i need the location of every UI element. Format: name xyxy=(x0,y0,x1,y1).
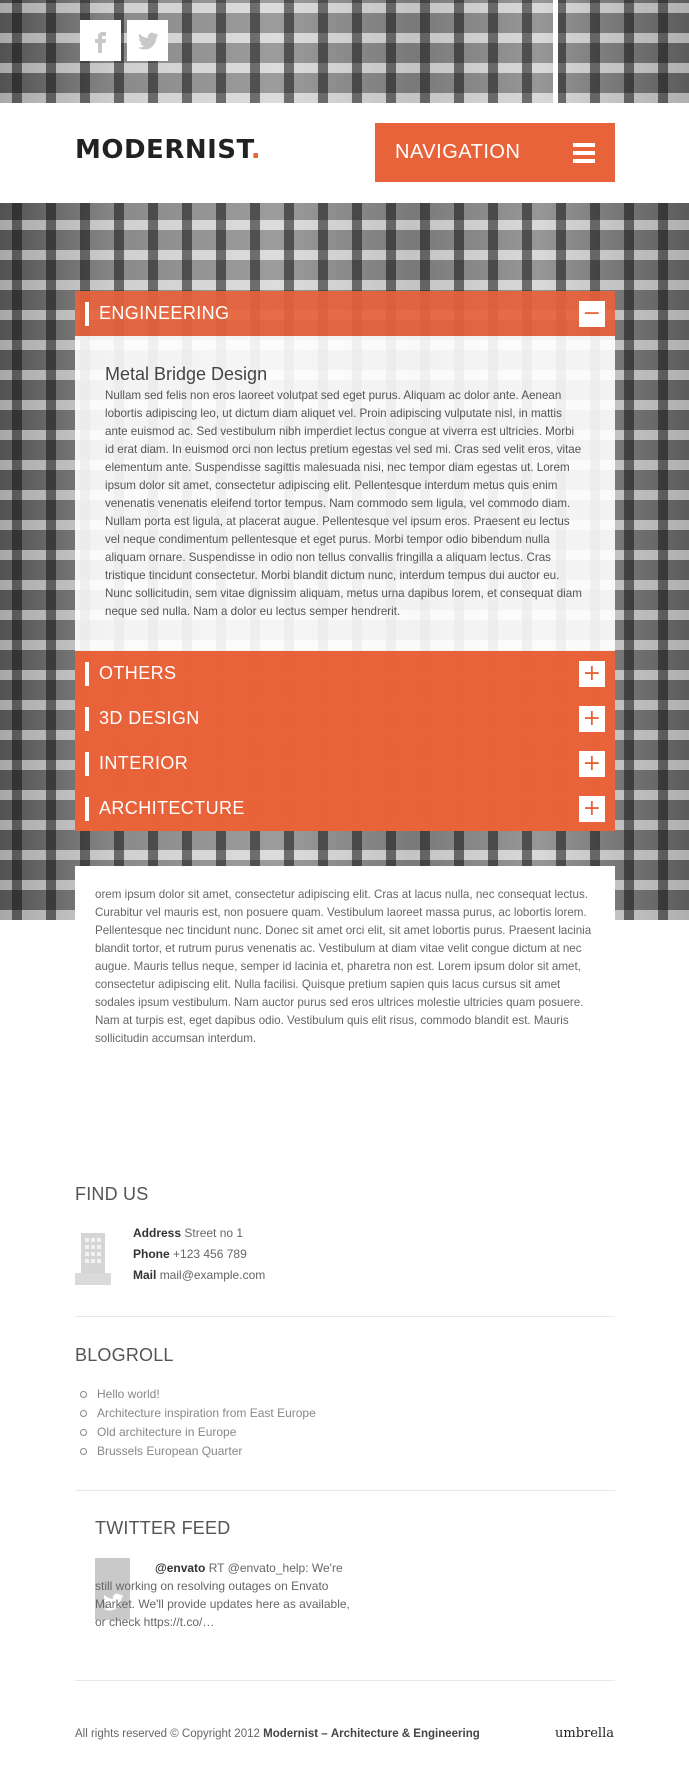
collapse-icon[interactable]: − xyxy=(579,301,605,327)
accordion-item-others[interactable] xyxy=(75,651,615,696)
find-us-title: FIND US xyxy=(75,1184,149,1204)
address-label: Address xyxy=(133,1226,182,1240)
section-divider xyxy=(75,1680,615,1681)
top-banner-image xyxy=(0,0,689,103)
accent-bar xyxy=(85,797,89,821)
bullet-icon xyxy=(80,1448,87,1455)
accent-bar xyxy=(85,752,89,776)
blogroll-link[interactable]: Old architecture in Europe xyxy=(80,1425,236,1439)
blogroll-link[interactable]: Hello world! xyxy=(80,1387,160,1401)
tweet-handle[interactable]: @envato xyxy=(155,1561,206,1575)
accent-bar xyxy=(85,302,89,326)
accordion-title: OTHERS xyxy=(99,663,177,683)
tweet-text: RT @envato_help: We're still working on resolving outages on Envato Market. We'll provide updates here as available, or check https://t.co/… xyxy=(95,1561,350,1629)
facebook-button[interactable] xyxy=(80,20,121,61)
expand-icon[interactable]: + xyxy=(579,751,605,777)
blogroll-link[interactable]: Brussels European Quarter xyxy=(80,1444,242,1458)
facebook-icon xyxy=(89,29,113,53)
contact-phone xyxy=(133,1247,247,1261)
accent-bar xyxy=(85,707,89,731)
twitter-feed-title: TWITTER FEED xyxy=(95,1518,231,1538)
accent-bar xyxy=(85,662,89,686)
bullet-icon xyxy=(80,1391,87,1398)
expand-icon[interactable]: + xyxy=(579,796,605,822)
expand-icon[interactable]: + xyxy=(579,706,605,732)
phone-value[interactable]: +123 456 789 xyxy=(173,1247,247,1261)
accordion-title: 3D DESIGN xyxy=(99,708,200,728)
accordion-item-architecture[interactable] xyxy=(75,786,615,831)
site-logo[interactable]: MODERNIST. xyxy=(75,135,262,165)
building-icon xyxy=(75,1233,111,1285)
accordion-title: ENGINEERING xyxy=(99,303,230,323)
footer-tagline: Architecture & Engineering xyxy=(330,1728,480,1740)
content-paragraph: orem ipsum dolor sit amet, consectetur adipiscing elit. Cras at lacus nulla, nec consequat lectus. Curabitur vel mauris est, non posuere quam. Vestibulum laoreet massa purus, ac lobortis lorem. Pellentesque nec tincidunt nunc. Donec sit amet orci elit, sit amet lobortis purus. Praesent lacinia blandit tortor, et rutrum purus venenatis ac. Vestibulum at diam vitae velit congue dictum at nec augue. Mauris tellus neque, semper id lacinia et, pharetra non est. Lorem ipsum dolor sit amet, consectetur adipiscing elit. Nulla facilisi. Quisque pretium sapien quis lacus cursus sit amet sodales ipsum vestibulum. Nam auctor purus sed eros ultrices molestie ultricies quam posuere. Nam at turpis est, eget dapibus odio. Vestibulum quis elit risus, commodo blandit est. Mauris sollicitudin accumsan interdum. xyxy=(95,888,592,1045)
content-text-box xyxy=(75,866,615,1048)
blogroll-link[interactable]: Architecture inspiration from East Europe xyxy=(80,1406,316,1420)
hamburger-icon xyxy=(573,143,595,167)
section-divider xyxy=(75,1316,615,1317)
expand-icon[interactable]: + xyxy=(579,661,605,687)
twitter-button[interactable] xyxy=(127,20,168,61)
footer-brand-logo[interactable]: umbrella xyxy=(555,1726,614,1741)
bullet-icon xyxy=(80,1410,87,1417)
bullet-icon xyxy=(80,1429,87,1436)
contact-address xyxy=(133,1226,243,1240)
logo-dot: . xyxy=(250,135,262,165)
site-header xyxy=(0,103,689,203)
copyright-text: All rights reserved © Copyright 2012 xyxy=(75,1728,260,1740)
accordion xyxy=(75,291,615,831)
panel-subtitle: Metal Bridge Design xyxy=(105,364,268,384)
twitter-icon xyxy=(136,29,160,53)
panel-text: Nullam sed felis non eros laoreet volutpat sed eget purus. Aliquam ac dolor ante. Aenean lobortis adipiscing leo, ut dictum diam aliquet vel. Proin adipiscing vulputate nisl, in mattis ante euismod ac. Sed vestibulum nibh imperdiet lectus congue at viverra est ultricies. Morbi id erat diam. In euismod orci non lectus pretium egestas vel sed mi. Cras sed velit eros, vitae elementum ante. Suspendisse sagittis malesuada nisi, nec tempor diam egestas ut. Lorem ipsum dolor sit amet, consectetur adipiscing elit. Pellentesque interdum metus quis enim venenatis venenatis eleifend tortor tempus. Nam commodo sem ligula, vel commodo diam. Nullam porta est ligula, at placerat augue. Pellentesque vel ipsum eros. Praesent eu lectus vel neque condimentum pellentesque et eget purus. Morbi tempor odio bibendum nulla aliquam ornare. Suspendisse in odio non tellus convallis fringilla a aliquam lectus. Cras tristique tincidunt consectetur. Morbi blandit dictum nunc, interdum tempus dui auctor eu. Nunc sollicitudin, sem vitae dignissim aliquam, metus urna dapibus lorem, et consequat diam neque sed nulla. Nam a dolor eu lectus semper hendrerit. xyxy=(105,389,582,618)
accordion-panel-engineering xyxy=(75,336,615,651)
navigation-label: NAVIGATION xyxy=(395,141,521,163)
accordion-title: ARCHITECTURE xyxy=(99,798,245,818)
blogroll-title: BLOGROLL xyxy=(75,1345,174,1365)
contact-mail xyxy=(133,1268,265,1282)
navigation-button[interactable] xyxy=(375,123,615,182)
accordion-title: INTERIOR xyxy=(99,753,189,773)
mail-value[interactable]: mail@example.com xyxy=(159,1268,266,1282)
accordion-item-3d-design[interactable] xyxy=(75,696,615,741)
section-divider xyxy=(75,1490,615,1491)
footer-dash: – xyxy=(321,1728,328,1740)
footer-copyright xyxy=(75,1728,480,1740)
tweet xyxy=(95,1559,360,1631)
accordion-collapsed-group xyxy=(75,651,615,831)
footer-site-name: Modernist xyxy=(263,1728,319,1740)
mail-label: Mail xyxy=(133,1268,157,1282)
phone-label: Phone xyxy=(133,1247,170,1261)
address-value: Street no 1 xyxy=(184,1226,244,1240)
accordion-item-engineering-header[interactable] xyxy=(75,291,615,336)
accordion-item-interior[interactable] xyxy=(75,741,615,786)
banner-divider xyxy=(553,0,558,103)
